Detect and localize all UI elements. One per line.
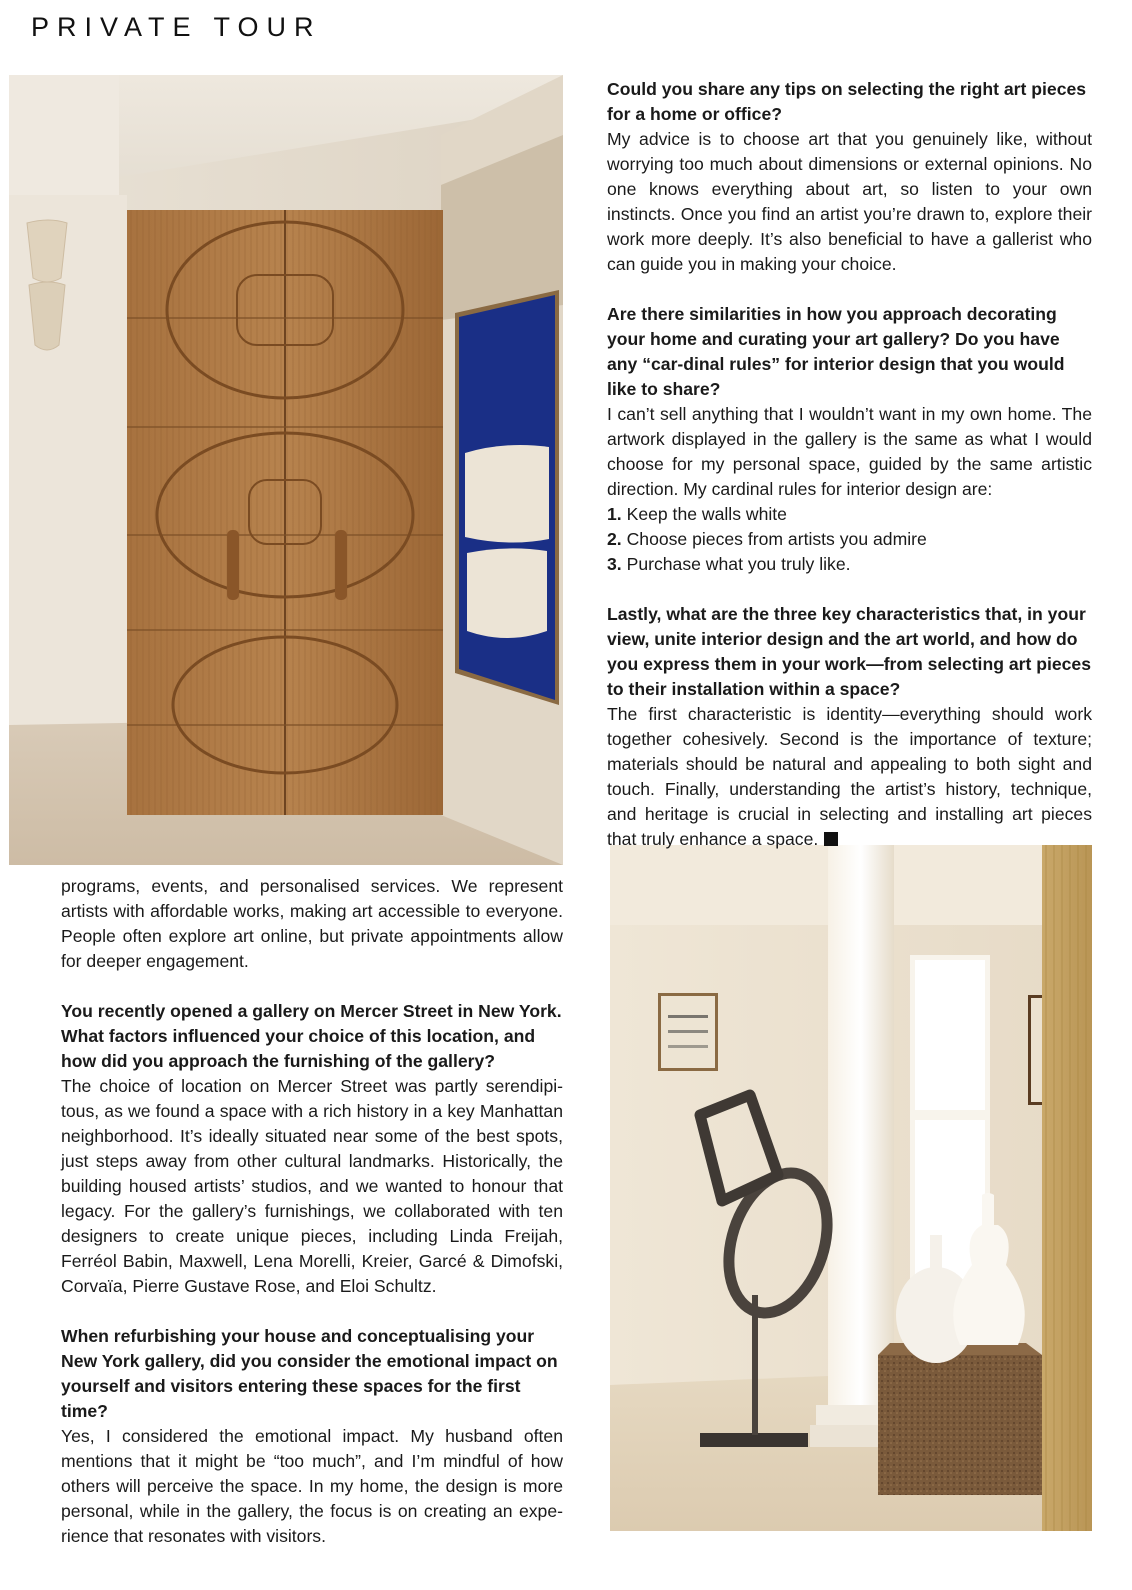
rule-text: Choose pieces from artists you admire bbox=[626, 529, 927, 549]
rule-number: 1. bbox=[607, 504, 622, 524]
rule-item bbox=[607, 552, 1092, 577]
rule-number: 2. bbox=[607, 529, 622, 549]
end-mark-icon bbox=[824, 832, 838, 846]
answer-paragraph: Yes, I considered the emotional impact. My husband often mentions that it might be “too much”, and I’m mindful of how others will perceive the space. In my home, the design is more personal, while in the gallery, the focus is on creating an expe-rience that resonates with visitors. bbox=[61, 1426, 563, 1546]
question-heading: Are there similarities in how you approach decorating your home and curating your art gallery? Do you have any “car-dinal rules” for interior design that you would like to share? bbox=[607, 304, 1065, 399]
rule-text: Keep the walls white bbox=[626, 504, 787, 524]
rule-item bbox=[607, 527, 1092, 552]
right-text-column bbox=[607, 77, 1092, 852]
rule-text: Purchase what you truly like. bbox=[626, 554, 851, 574]
question-heading: When refurbishing your house and conceptualising your New York gallery, did you consider the emotional impact on yourself and visitors entering these spaces for the first time? bbox=[61, 1326, 558, 1421]
question-heading: Lastly, what are the three key characteristics that, in your view, unite interior design and the art world, and how do you express them in your work—from selecting art pieces to their installation within a space? bbox=[607, 604, 1091, 699]
answer-paragraph: My advice is to choose art that you genuinely like, without worrying too much about dimensions or external opinions. No one knows everything about art, so listen to your own instincts. Once you find an artist you’re drawn to, explore their work more deeply. It’s also beneficial to have a gallerist who can guide you in making your choice. bbox=[607, 129, 1092, 274]
doors-artwork-photo bbox=[9, 75, 563, 865]
sculpture-gallery-photo bbox=[610, 845, 1092, 1531]
rule-item bbox=[607, 502, 1092, 527]
answer-paragraph: The choice of location on Mercer Street was partly serendipi-tous, as we found a space with a rich history in a key Manhattan neighborhood. It’s ideally situated near some of the best spots, just steps away from other cultural landmarks. Historically, the building housed artists’ studios, and we wanted to honour that legacy. For the gallery’s furnishings, we collaborated with ten designers to create unique pieces, including Linda Freijah, Ferréol Babin, Maxwell, Lena Morelli, Kreier, Garcé & Dimofski, Corvaïa, Pierre Gustave Rose, and Eloi Schultz. bbox=[61, 1076, 563, 1296]
left-text-column bbox=[61, 874, 563, 1549]
question-heading: You recently opened a gallery on Mercer Street in New York. What factors influenced your choice of this location, and how did you approach the furnishing of the gallery? bbox=[61, 1001, 562, 1071]
section-title: PRIVATE TOUR bbox=[31, 12, 322, 42]
rule-number: 3. bbox=[607, 554, 622, 574]
paragraph: programs, events, and personalised services. We represent artists with affordable works, making art accessible to everyone. People often explore art online, but private appointments allow for deeper engagement. bbox=[61, 876, 563, 971]
answer-paragraph bbox=[607, 702, 1092, 852]
question-heading: Could you share any tips on selecting the right art pieces for a home or office? bbox=[607, 79, 1087, 124]
answer-paragraph: I can’t sell anything that I wouldn’t want in my own home. The artwork displayed in the gallery is the same as what I would choose for my personal space, guided by the same artistic direction. My cardinal rules for interior design are: bbox=[607, 404, 1092, 499]
answer-text: The first characteristic is identity—everything should work together cohesively. Second is the importance of texture; materials should be natural and appealing to both sight and touch. Finally, understanding the artist’s history, technique, and heritage is crucial in selecting and installing art pieces that truly enhance a space. bbox=[607, 704, 1092, 849]
